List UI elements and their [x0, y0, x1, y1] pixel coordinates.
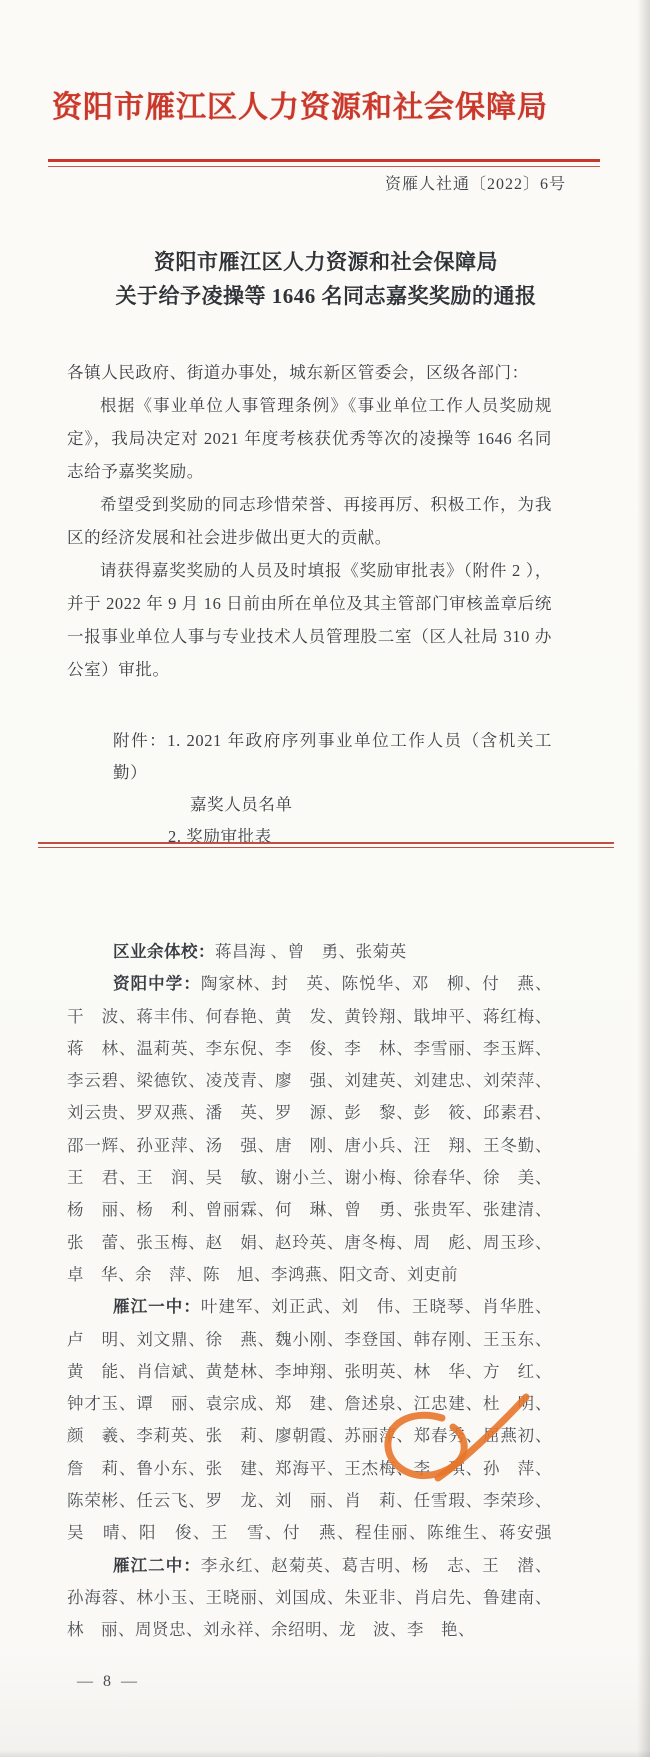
paragraph-2: 希望受到奖励的同志珍惜荣誉、再接再厉、积极工作，为我区的经济发展和社会进步做出更大的贡献。 [67, 495, 552, 547]
unit-label: 资阳中学： [113, 974, 201, 994]
photo-edge-shadow-bottom [0, 1750, 650, 1757]
names-after-circle: 、屈燕初、 [465, 1426, 553, 1446]
name-list-line: 吴 晴、阳 俊、王 雪、付 燕、程佳丽、陈维生、蒋安强 [67, 1523, 552, 1543]
name-list-line: 张 蕾、张玉梅、赵 娟、赵玲英、唐冬梅、周 彪、周玉珍、 [67, 1232, 552, 1252]
name-list-line: 卓 华、余 萍、陈 旭、李鸿燕、阳文奇、刘吏前 [67, 1264, 458, 1284]
document-body [67, 356, 552, 853]
name-list-line: 区业余体校：蒋昌海 、曾 勇、张菊英 [113, 942, 407, 961]
name-list-line: 孙海蓉、林小玉、王晓丽、刘国成、朱亚非、肖启先、鲁建南、 [67, 1587, 552, 1607]
name-list-line: 李云碧、梁德钦、凌茂青、廖 强、刘建英、刘建忠、刘荣萍、 [67, 1071, 552, 1091]
paragraph-1: 根据《事业单位人事管理条例》《事业单位工作人员奖励规定》，我局决定对 2021 年度考核获优秀等次的凌操等 1646 名同志给予嘉奖奖励。 [67, 396, 552, 481]
page-number: — 8 — [77, 1673, 140, 1690]
name-list-line: 陈荣彬、任云飞、罗 龙、刘 丽、肖 莉、任雪瑕、李荣珍、 [67, 1491, 552, 1511]
photo-edge-shadow-right [637, 0, 650, 1757]
bureau-letterhead-title: 资阳市雁江区人力资源和社会保障局 [52, 91, 548, 124]
attachment-line-1: 附件：1. 2021 年政府序列事业单位工作人员（含机关工勤） [113, 731, 552, 782]
attachment-line-3: 2. 奖励审批表 [168, 827, 272, 846]
name-list-line: 邵一辉、孙亚萍、汤 强、唐 刚、唐小兵、汪 翔、王冬勤、 [67, 1135, 552, 1155]
name-list-line: 资阳中学：陶家林、封 英、陈悦华、邓 柳、付 燕、 [113, 974, 553, 994]
names-before-circle: 颜 羲、李莉英、张 莉、廖朝霞、苏丽萍、 [67, 1426, 414, 1446]
attachment-line-2: 嘉奖人员名单 [190, 795, 293, 814]
unit-label: 区业余体校： [113, 942, 215, 961]
red-double-separator [38, 842, 614, 848]
name-list-line: 詹 莉、鲁小东、张 建、郑海平、王杰梅、李 琪、孙 萍、 [67, 1458, 552, 1478]
name-list-line: 林 丽、周贤忠、刘永祥、余绍明、龙 波、李 艳、 [67, 1620, 475, 1640]
name-list-line: 刘云贵、罗双燕、潘 英、罗 源、彭 黎、彭 筱、邱素君、 [67, 1103, 552, 1123]
name-list-line: 黄 能、肖信斌、黄楚林、李坤翔、张明英、林 华、方 红、 [67, 1361, 552, 1381]
letterhead-rule [48, 159, 600, 167]
name-list-line: 王 君、王 润、吴 敏、谢小兰、谢小梅、徐春华、徐 美、 [67, 1168, 552, 1188]
name-list-line: 干 波、蒋丰伟、何春艳、黄 发、黄铃翔、戢坤平、蒋红梅、 [67, 1006, 552, 1026]
document-title-line1: 资阳市雁江区人力资源和社会保障局 [154, 250, 498, 274]
document-title-line2: 关于给予凌操等 1646 名同志嘉奖奖励的通报 [115, 284, 537, 308]
name-list-line: 雁江一中：叶建军、刘正武、刘 伟、王晓琴、肖华胜、 [113, 1297, 553, 1317]
name-list [67, 936, 552, 1647]
attachment-list [113, 725, 552, 853]
name-list-line: 卢 明、刘文鼎、徐 燕、魏小刚、李登国、韩存刚、王玉东、 [67, 1329, 552, 1349]
document-number: 资雁人社通〔2022〕6号 [384, 176, 566, 193]
circled-name: 郑春秀 [414, 1426, 466, 1445]
name-list-line: 杨 丽、杨 利、曾丽霖、何 琳、曾 勇、张贵军、张建清、 [67, 1200, 552, 1220]
paragraph-3: 请获得嘉奖奖励的人员及时填报《奖励审批表》（附件 2 ），并于 2022 年 9 月 16 日前由所在单位及其主管部门审核盖章后统一报事业单位人事与专业技术人员管理股二室（区人社局 310 办公室）审批。 [67, 561, 552, 679]
unit-label: 雁江二中： [113, 1555, 201, 1575]
name-list-line: 雁江二中：李永红、赵菊英、葛吉明、杨 志、王 潜、 [113, 1555, 553, 1575]
name-list-line: 钟才玉、谭 丽、袁宗成、郑 建、詹述泉、江忠建、杜 明、 [67, 1394, 552, 1414]
name-list-line [67, 1420, 552, 1452]
unit-label: 雁江一中： [113, 1297, 201, 1317]
document-title [40, 245, 612, 313]
name-list-line: 蒋 林、温莉英、李东倪、李 俊、李 林、李雪丽、李玉辉、 [67, 1038, 552, 1058]
salutation: 各镇人民政府、街道办事处，城东新区管委会，区级各部门： [67, 363, 529, 382]
